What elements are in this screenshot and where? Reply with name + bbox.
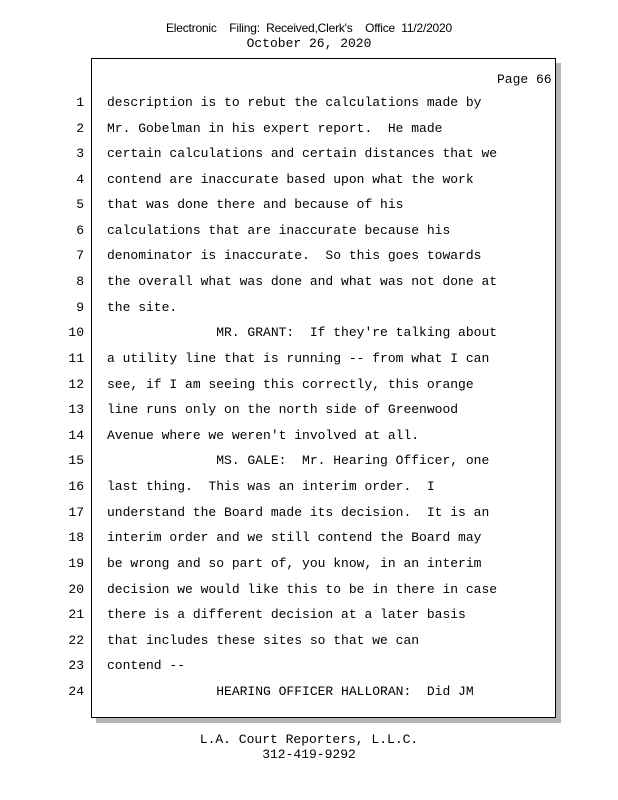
line-text: line runs only on the north side of Greenwood xyxy=(107,402,459,417)
line-text: HEARING OFFICER HALLORAN: Did JM xyxy=(107,684,474,699)
line-text: MR. GRANT: If they're talking about xyxy=(107,325,498,340)
line-number: 15 xyxy=(68,453,84,468)
line-number: 5 xyxy=(76,197,84,212)
line-text: certain calculations and certain distances that we xyxy=(107,146,498,161)
line-number: 23 xyxy=(68,658,84,673)
line-number: 13 xyxy=(68,402,84,417)
line-text: see, if I am seeing this correctly, this orange xyxy=(107,377,474,392)
line-number: 8 xyxy=(76,274,84,289)
line-text: that was done there and because of his xyxy=(107,197,404,212)
line-number: 17 xyxy=(68,505,84,520)
line-number: 3 xyxy=(76,146,84,161)
line-text: be wrong and so part of, you know, in an interim xyxy=(107,556,482,571)
line-text: contend are inaccurate based upon what the work xyxy=(107,172,474,187)
line-number: 11 xyxy=(68,351,84,366)
line-number: 14 xyxy=(68,428,84,443)
line-text: calculations that are inaccurate because his xyxy=(107,223,451,238)
reporter-phone: 312-419-9292 xyxy=(262,747,356,762)
line-text: the overall what was done and what was not done at xyxy=(107,274,498,289)
line-text: last thing. This was an interim order. I xyxy=(107,479,435,494)
line-number: 7 xyxy=(76,248,84,263)
line-number: 20 xyxy=(68,582,84,597)
page-number: Page 66 xyxy=(497,72,552,87)
line-text: MS. GALE: Mr. Hearing Officer, one xyxy=(107,453,490,468)
line-number: 9 xyxy=(76,300,84,315)
line-number: 10 xyxy=(68,325,84,340)
transcript-date: October 26, 2020 xyxy=(246,36,372,51)
line-text: there is a different decision at a later basis xyxy=(107,607,466,622)
line-number: 4 xyxy=(76,172,84,187)
line-number: 18 xyxy=(68,530,84,545)
line-number: 24 xyxy=(68,684,84,699)
line-text: description is to rebut the calculations made by xyxy=(107,95,482,110)
line-text: the site. xyxy=(107,300,178,315)
line-text: decision we would like this to be in there in case xyxy=(107,582,498,597)
line-number: 16 xyxy=(68,479,84,494)
line-text: contend -- xyxy=(107,658,186,673)
line-number: 22 xyxy=(68,633,84,648)
line-text: denominator is inaccurate. So this goes towards xyxy=(107,248,482,263)
line-text: a utility line that is running -- from what I can xyxy=(107,351,490,366)
line-text: Mr. Gobelman in his expert report. He made xyxy=(107,121,443,136)
line-number: 6 xyxy=(76,223,84,238)
line-text: interim order and we still contend the Board may xyxy=(107,530,482,545)
line-number: 19 xyxy=(68,556,84,571)
line-number: 1 xyxy=(76,95,84,110)
line-number: 2 xyxy=(76,121,84,136)
line-text: Avenue where we weren't involved at all. xyxy=(107,428,420,443)
reporter-company: L.A. Court Reporters, L.L.C. xyxy=(199,732,419,747)
line-number: 21 xyxy=(68,607,84,622)
line-text: that includes these sites so that we can xyxy=(107,633,420,648)
line-number: 12 xyxy=(68,377,84,392)
line-text: understand the Board made its decision. It is an xyxy=(107,505,490,520)
filing-stamp: Electronic Filing: Received,Clerk's Office 11/2/2020 xyxy=(166,21,452,35)
